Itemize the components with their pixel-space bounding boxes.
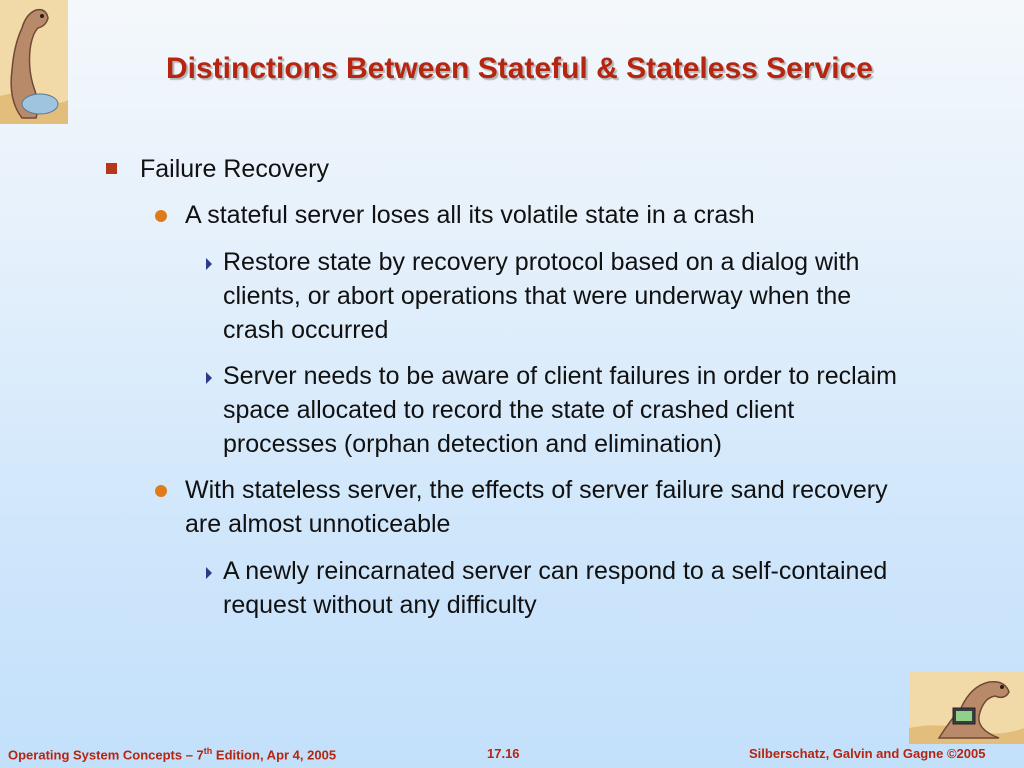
footer-left-suffix: Edition, Apr 4, 2005 [212,747,337,763]
bullet-level-2: A stateful server loses all its volatile state in a crash [185,201,755,229]
bullet-level-3: A newly reincarnated server can respond to a self-contained request without any difficulty [223,557,888,619]
footer-left-sup: th [203,746,213,756]
dot-bullet-icon [155,485,167,497]
dinosaur-logo-bottom-icon [909,672,1024,744]
slide-number: 17.16 [487,746,520,761]
footer-left-prefix: Operating System Concepts – 7 [8,747,204,763]
bullet-level-1: Failure Recovery [140,155,329,183]
footer-copyright: Silberschatz, Galvin and Gagne ©2005 [749,746,986,761]
footer-course-title [8,746,336,762]
bullet-level-3: Server needs to be aware of client failures in order to reclaim space allocated to record the state of crashed client processes (orphan detection and elimination) [223,362,897,458]
arrow-bullet-icon [206,258,212,270]
slide-title: Distinctions Between Stateful & Stateless Service [166,52,873,85]
arrow-bullet-icon [206,567,212,579]
square-bullet-icon [106,163,117,174]
dot-bullet-icon [155,210,167,222]
bullet-level-2: With stateless server, the effects of server failure sand recovery are almost unnoticeable [185,476,888,538]
arrow-bullet-icon [206,372,212,384]
bullet-level-3: Restore state by recovery protocol based on a dialog with clients, or abort operations that were underway when the crash occurred [223,248,860,344]
